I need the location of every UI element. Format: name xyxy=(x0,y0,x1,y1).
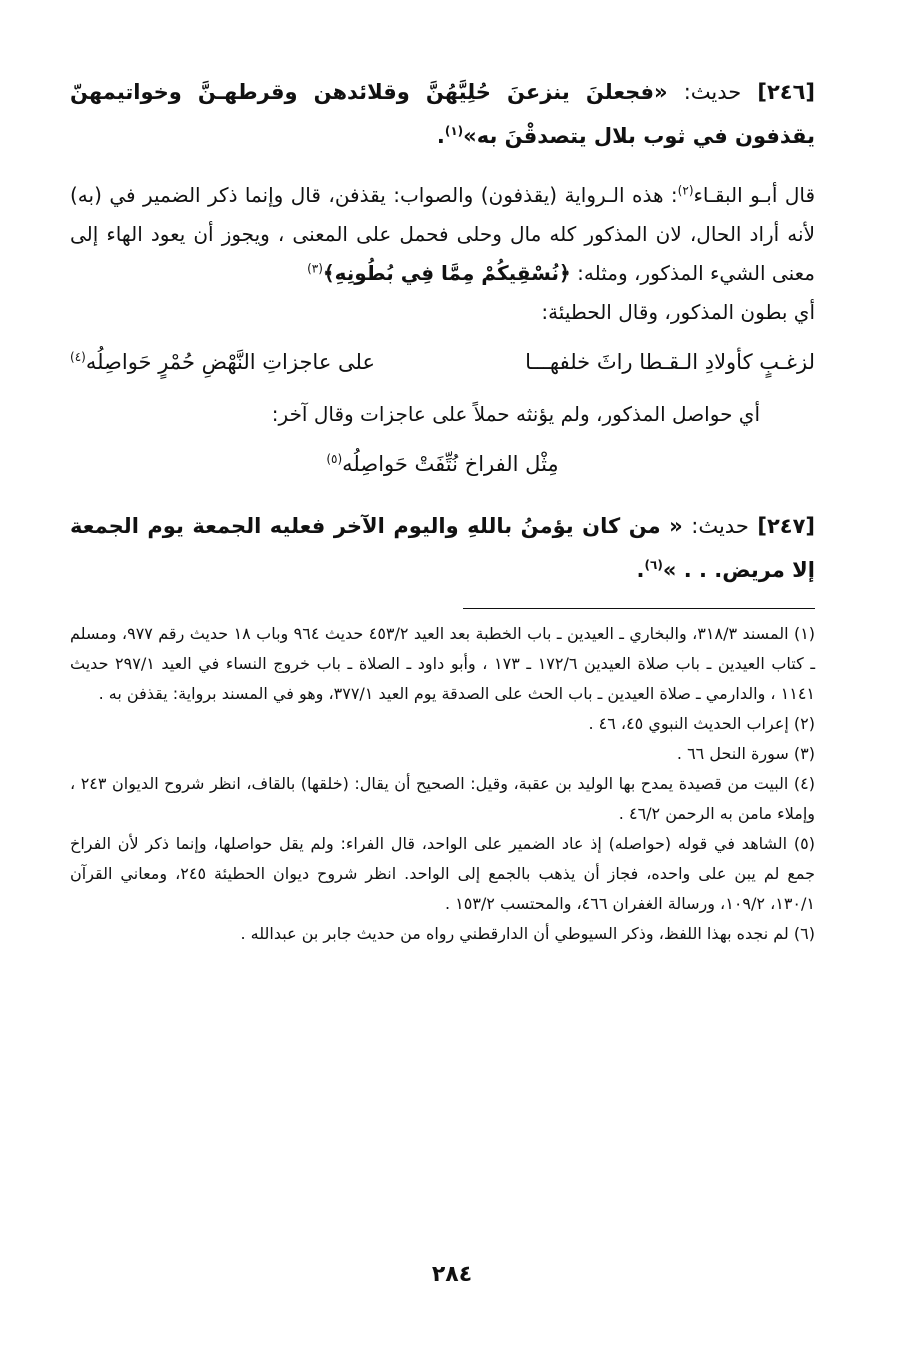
hadith-text: «فجعلنَ ينزعنَ حُلِيَّهُنَّ وقلائدهن وقرطهـنَّ وخواتيمهنّ يقذفون في ثوب بلال يتصدقْنَ به» xyxy=(70,80,815,148)
hadith-label: حديث: xyxy=(683,80,742,104)
footnote-2 xyxy=(70,709,815,739)
second-verse xyxy=(70,442,815,486)
hadith-end: . xyxy=(636,558,645,582)
verse-second-hemistich xyxy=(70,340,375,384)
hadith-number: [٢٤٦] xyxy=(757,80,815,104)
commentary-text: : هذه الـرواية (يقذفون) والصواب: يقذفن، قال وإنما ذكر الضمير في (به) لأنه أراد الحال، لان المذكور كله مال وحلى فحمل على المعنى ، ويجوز أن يعود الهاء إلى معنى الشيء المذكور، ومثله: xyxy=(70,183,815,285)
hadith-247 xyxy=(70,504,815,592)
footnote-divider xyxy=(463,608,815,609)
footnote-number: (١) xyxy=(793,624,816,643)
after-verse-text: أي حواصل المذكور، ولم يؤنثه حملاً على عاجزات وقال آخر: xyxy=(271,402,760,426)
hadith-label: حديث: xyxy=(691,514,749,538)
footnote-5 xyxy=(70,829,815,919)
commentary-paragraph xyxy=(70,176,815,332)
footnote-text: سورة النحل ٦٦ . xyxy=(676,744,789,763)
footnote-number: (٦) xyxy=(793,924,815,943)
hadith-text: « من كان يؤمنُ باللهِ واليوم الآخر فعليه الجمعة يوم الجمعة إلا مريض. . . » xyxy=(70,514,815,582)
verse-first-hemistich: لزغـبٍ كأولادِ الـقـطا راثَ خلفهـــا xyxy=(525,350,815,374)
footnote-text: إعراب الحديث النبوي ٤٥، ٤٦ . xyxy=(588,714,789,733)
footnote-ref: (٥) xyxy=(326,452,343,466)
footnote-1 xyxy=(70,619,815,709)
quran-quote: ﴿نُسْقِيكُمْ مِمَّا فِي بُطُونِهِ﴾ xyxy=(322,261,571,285)
poem-verse xyxy=(70,340,815,384)
page-body xyxy=(70,70,815,949)
footnote-text: المسند ٣١٨/٣، والبخاري ـ العيدين ـ باب الخطبة بعد العيد ٤٥٣/٢ حديث ٩٦٤ وباب ١٨ حديث رقم ٩٧٧، ومسلم ـ كتاب العيدين ـ باب صلاة العيدين ١٧٢/٦ ـ ١٧٣ ، وأبو داود ـ الصلاة ـ باب خروج النساء في العيد ٢٩٧/١ حديث ١١٤١ ، والدارمي ـ صلاة العيدين ـ باب الحث على الصدقة يوم العيد ٣٧٧/١، وهو في المسند برواية: يقذفن به . xyxy=(70,624,816,703)
footnote-6 xyxy=(70,919,815,949)
footnote-number: (٥) xyxy=(793,834,815,853)
page-number: ٢٨٤ xyxy=(431,1262,473,1287)
second-verse-text: مِثْل الفراخ نُتِّفَتْ حَواصِلُه xyxy=(342,452,559,476)
footnote-number: (٤) xyxy=(793,774,816,793)
footnote-text: البيت من قصيدة يمدح بها الوليد بن عقبة، وقيل: الصحيح أن يقال: (خلقها) بالقاف، انظر شروح الديوان ٢٤٣ ، وإملاء مامن به الرحمن ٤٦/٢ . xyxy=(70,774,815,823)
commentary-start: قال أبـو البقـاء xyxy=(693,183,815,207)
footnote-3 xyxy=(70,739,815,769)
hadith-end: . xyxy=(436,124,445,148)
footnotes xyxy=(70,619,815,949)
footnote-ref: (٤) xyxy=(70,350,86,364)
footnote-text: لم نجده بهذا اللفظ، وذكر السيوطي أن الدارقطني رواه من حديث جابر بن عبدالله . xyxy=(240,924,789,943)
footnote-number: (٣) xyxy=(793,744,815,763)
footnote-text: الشاهد في قوله (حواصله) إذ عاد الضمير على الواحد، قال الفراء: ولم يقل حواصلها، وإنما ذكر لأن الفراخ جمع لم يبن على واحده، فجاز أن يذهب بالجمع إلى الواحد. انظر شروح ديوان الحطيئة ٢٤٥، ومعاني القرآن ١٣٠/١، ١٠٩/٢، ورسالة الغفران ٤٦٦، والمحتسب ١٥٣/٢ . xyxy=(70,834,816,913)
footnote-ref: (١) xyxy=(444,124,464,138)
footnote-number: (٢) xyxy=(793,714,815,733)
footnote-4 xyxy=(70,769,815,829)
footnote-ref: (٢) xyxy=(677,183,694,198)
footnote-ref: (٦) xyxy=(644,558,663,572)
verse-second-text: على عاجزاتِ النَّهْضِ حُمْرٍ حَواصِلُه xyxy=(85,350,376,374)
hadith-number: [٢٤٧] xyxy=(757,514,815,538)
commentary-end: أي بطون المذكور، وقال الحطيئة: xyxy=(541,300,815,324)
hadith-246 xyxy=(70,70,815,158)
footnote-ref: (٣) xyxy=(307,261,323,276)
